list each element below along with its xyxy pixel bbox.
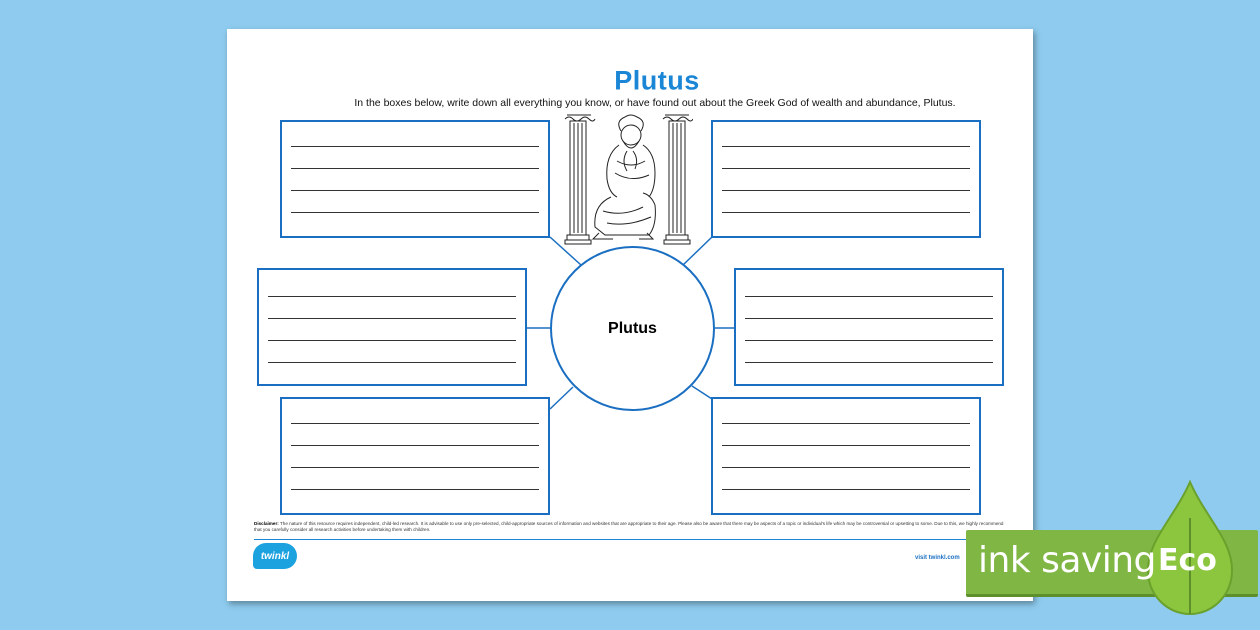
writing-line [722,467,970,468]
page-title: Plutus [614,65,700,96]
writing-line [291,423,539,424]
writing-line [722,445,970,446]
disclaimer-body: The nature of this resource requires independent, child-led research. It is advisable to use only pre-selected, child-appropriate sources of information and websites that are appropriate to their age. Please also be aware that there may be aspects of a topic or individual's life which may be controversial or upsetting to some. Due to this, we highly recommend that you carefully consider all research activities before undertaking them with children. [254,521,1004,532]
writing-box-top-left[interactable] [280,120,550,238]
writing-line [268,362,516,363]
writing-line [745,318,993,319]
twinkl-logo[interactable] [253,543,297,569]
writing-line [291,445,539,446]
writing-line [291,467,539,468]
writing-line [722,212,970,213]
center-topic-circle [550,246,715,411]
writing-line [722,489,970,490]
footer-link[interactable]: visit twinkl.com [915,555,960,561]
writing-line [291,190,539,191]
writing-line [745,296,993,297]
disclaimer-text [254,521,1012,533]
writing-line [291,489,539,490]
writing-line [291,168,539,169]
writing-line [268,296,516,297]
writing-line [722,146,970,147]
footer-divider [254,539,1012,540]
plutus-illustration [563,111,693,245]
writing-line [722,190,970,191]
writing-line [268,318,516,319]
writing-line [745,362,993,363]
writing-line [745,340,993,341]
writing-line [268,340,516,341]
writing-line [291,146,539,147]
ink-saving-label: ink saving [978,540,1156,581]
writing-line [722,423,970,424]
instructions-text: In the boxes below, write down all everything you know, or have found out about the Greek God of wealth and abundance, Plutus. [354,97,956,109]
writing-box-middle-left[interactable] [257,268,527,386]
writing-box-top-right[interactable] [711,120,981,238]
writing-line [291,212,539,213]
disclaimer-heading: Disclaimer: [254,521,279,526]
writing-box-middle-right[interactable] [734,268,1004,386]
writing-box-bottom-right[interactable] [711,397,981,515]
eco-label: Eco [1158,543,1217,578]
center-topic-label: Plutus [608,319,657,337]
worksheet-page [227,29,1033,601]
writing-line [722,168,970,169]
logo-text: twinkl [260,550,290,562]
writing-box-bottom-left[interactable] [280,397,550,515]
